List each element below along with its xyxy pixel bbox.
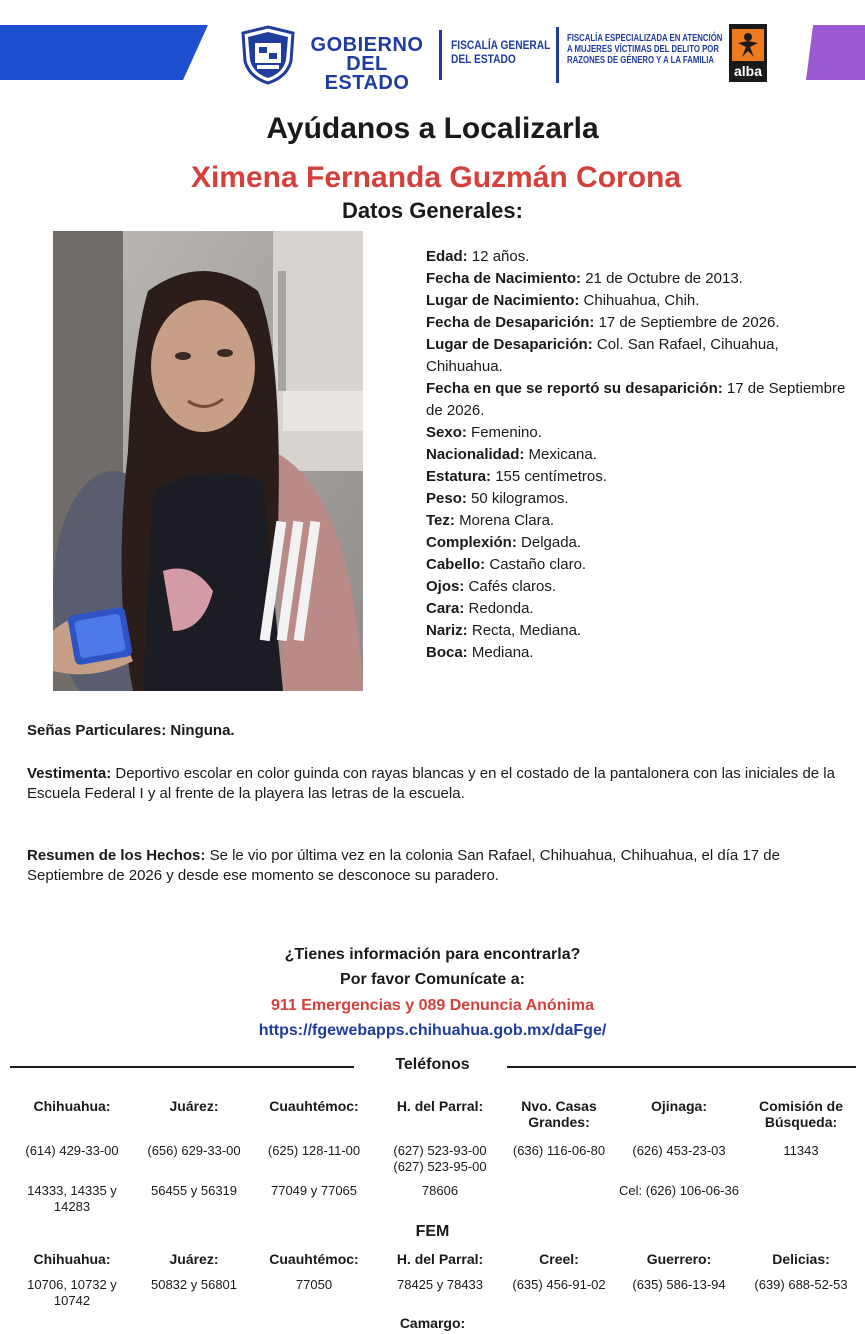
detail-value: Delgada. — [521, 534, 582, 551]
detail-row — [426, 576, 846, 598]
fem-header: Cuauhtémoc: — [269, 1251, 359, 1267]
detail-label: Tez: — [426, 512, 455, 529]
detail-label: Edad: — [426, 248, 468, 265]
fem-title: FEM — [415, 1223, 450, 1240]
fem-header: H. del Parral: — [396, 1251, 484, 1267]
detail-value: Recta, Mediana. — [471, 622, 582, 639]
telefonos-phone: (625) 128-11-00 — [267, 1143, 361, 1158]
detail-row — [426, 246, 846, 268]
header-divider — [439, 30, 442, 80]
fem-header-camargo: Camargo: — [399, 1315, 466, 1331]
contact-question: ¿Tienes información para encontrarla? — [284, 946, 581, 963]
fem-extension: 10706, 10732 y 10742 — [27, 1277, 117, 1308]
detail-value: Femenino. — [471, 424, 542, 441]
detail-row — [426, 422, 846, 444]
divider-line — [507, 1066, 856, 1068]
detail-value: Mediana. — [471, 644, 534, 661]
telefonos-phone: (614) 429-33-00 — [25, 1143, 119, 1158]
telefonos-phone: 11343 — [783, 1143, 819, 1158]
detail-row — [426, 290, 846, 312]
emergency-numbers: 911 Emergencias y 089 Denuncia Anónima — [270, 997, 595, 1014]
detail-label: Nariz: — [426, 622, 468, 639]
contact-cta: Por favor Comunícate a: — [340, 971, 525, 988]
telefonos-extension: Cel: (626) 106-06-36 — [619, 1183, 739, 1198]
detail-label: Cara: — [426, 600, 465, 617]
detail-row — [426, 334, 846, 378]
telefonos-phone: (636) 116-06-80 — [512, 1143, 606, 1158]
gobierno-logo-text: GOBIERNO DEL ESTADO — [310, 34, 424, 94]
detail-value: Col. San Rafael, Cihuahua, Chihuahua. — [426, 336, 779, 375]
detail-row — [426, 488, 846, 510]
blue-stripe — [0, 25, 208, 80]
detail-label: Peso: — [426, 490, 467, 507]
detail-value: Mexicana. — [528, 446, 597, 463]
detail-label: Nacionalidad: — [426, 446, 525, 463]
details-list — [426, 246, 846, 664]
detail-value: Cafés claros. — [468, 578, 557, 595]
telefonos-header: Comisión de Búsqueda: — [758, 1098, 843, 1130]
header-banner — [0, 0, 865, 94]
fem-extension: 50832 y 56801 — [150, 1277, 238, 1292]
detail-label: Fecha de Desaparición: — [426, 314, 595, 331]
detail-label: Lugar de Nacimiento: — [426, 292, 580, 309]
fem-header: Chihuahua: — [33, 1251, 111, 1267]
telefonos-header: Chihuahua: — [33, 1098, 111, 1114]
header-divider — [556, 27, 559, 83]
detail-row — [426, 378, 846, 422]
detail-row — [426, 598, 846, 620]
telefonos-extension: 14333, 14335 y 14283 — [27, 1183, 117, 1214]
detail-value: Redonda. — [468, 600, 534, 617]
detail-row — [426, 312, 846, 334]
detail-row — [426, 510, 846, 532]
detail-row — [426, 554, 846, 576]
detail-label: Cabello: — [426, 556, 486, 573]
detail-label: Estatura: — [426, 468, 492, 485]
detail-label: Lugar de Desaparición: — [426, 336, 593, 353]
fem-extension: 78425 y 78433 — [396, 1277, 484, 1292]
detail-label: Boca: — [426, 644, 468, 661]
fem-extension: (639) 688-52-53 — [754, 1277, 848, 1292]
fem-extension: (635) 586-13-94 — [632, 1277, 726, 1292]
alba-emblem-icon — [732, 29, 764, 61]
telefonos-header: Nvo. Casas Grandes: — [521, 1098, 597, 1130]
telefonos-extension: 78606 — [421, 1183, 459, 1198]
fem-extension: (635) 456-91-02 — [512, 1277, 606, 1292]
detail-row — [426, 620, 846, 642]
fem-extension: 77050 — [295, 1277, 333, 1292]
telefonos-phone: (626) 453-23-03 — [632, 1143, 726, 1158]
telefonos-extension: 77049 y 77065 — [270, 1183, 358, 1198]
fem-header: Creel: — [539, 1251, 579, 1267]
detail-label: Sexo: — [426, 424, 467, 441]
telefonos-header: Ojinaga: — [650, 1098, 707, 1114]
detail-value: 17 de Septiembre de 2026. — [426, 380, 846, 419]
missing-person-photo — [53, 231, 363, 691]
resumen-paragraph: Resumen de los Hechos: Se le vio por última vez en la colonia San Rafael, Chihuahua, Chihuahua, el día 17 de Septiembre de 2026 y desde ese momento se desconoce su paradero. — [27, 847, 780, 884]
detail-row — [426, 532, 846, 554]
telefonos-extension: 56455 y 56319 — [150, 1183, 238, 1198]
fiscalia-logo-text: FISCALÍA GENERAL DEL ESTADO — [451, 38, 551, 66]
telefonos-header: H. del Parral: — [396, 1098, 484, 1114]
detail-value: Morena Clara. — [459, 512, 555, 529]
detail-value: Castaño claro. — [489, 556, 587, 573]
person-name: Ximena Fernanda Guzmán Corona — [190, 161, 682, 194]
detail-label: Fecha de Nacimiento: — [426, 270, 582, 287]
detail-value: 50 kilogramos. — [471, 490, 569, 507]
telefonos-title: Teléfonos — [395, 1056, 470, 1073]
fiscalia-especializada-text: FISCALÍA ESPECIALIZADA EN ATENCIÓN A MUJERES VÍCTIMAS DEL DELITO POR RAZONES DE GÉNERO Y A LA FAMILIA — [567, 33, 723, 66]
senas-particulares: Señas Particulares: Ninguna. — [27, 722, 235, 739]
detail-label: Complexión: — [426, 534, 517, 551]
detail-value: 155 centímetros. — [495, 468, 607, 485]
detail-row — [426, 268, 846, 290]
detail-row — [426, 642, 846, 664]
section-subtitle: Datos Generales: — [342, 198, 523, 223]
detail-value: 12 años. — [471, 248, 530, 265]
fem-header: Delicias: — [772, 1251, 830, 1267]
report-url-link[interactable]: https://fgewebapps.chihuahua.gob.mx/daFge/ — [258, 1022, 607, 1039]
telefonos-phone: (656) 629-33-00 — [147, 1143, 241, 1158]
fem-header: Juárez: — [169, 1251, 219, 1267]
detail-value: 21 de Octubre de 2013. — [585, 270, 743, 287]
detail-label: Fecha en que se reportó su desaparición: — [426, 380, 723, 397]
detail-value: 17 de Septiembre de 2026. — [598, 314, 780, 331]
detail-row — [426, 444, 846, 466]
vestimenta-paragraph: Vestimenta: Deportivo escolar en color guinda con rayas blancas y en el costado de la pantalonera con las iniciales de la Escuela Federal I y al frente de la playera las letras de la escuela. — [27, 765, 835, 802]
telefonos-header: Juárez: — [169, 1098, 219, 1114]
alba-logo: alba — [729, 24, 767, 82]
fem-header: Guerrero: — [646, 1251, 712, 1267]
detail-value: Chihuahua, Chih. — [583, 292, 700, 309]
detail-label: Ojos: — [426, 578, 465, 595]
purple-stripe — [806, 25, 865, 80]
detail-row — [426, 466, 846, 488]
telefonos-header: Cuauhtémoc: — [269, 1098, 359, 1114]
telefonos-phone: (627) 523-93-00 (627) 523-95-00 — [393, 1143, 487, 1174]
state-shield-icon — [241, 25, 295, 85]
page-title: Ayúdanos a Localizarla — [266, 112, 599, 145]
